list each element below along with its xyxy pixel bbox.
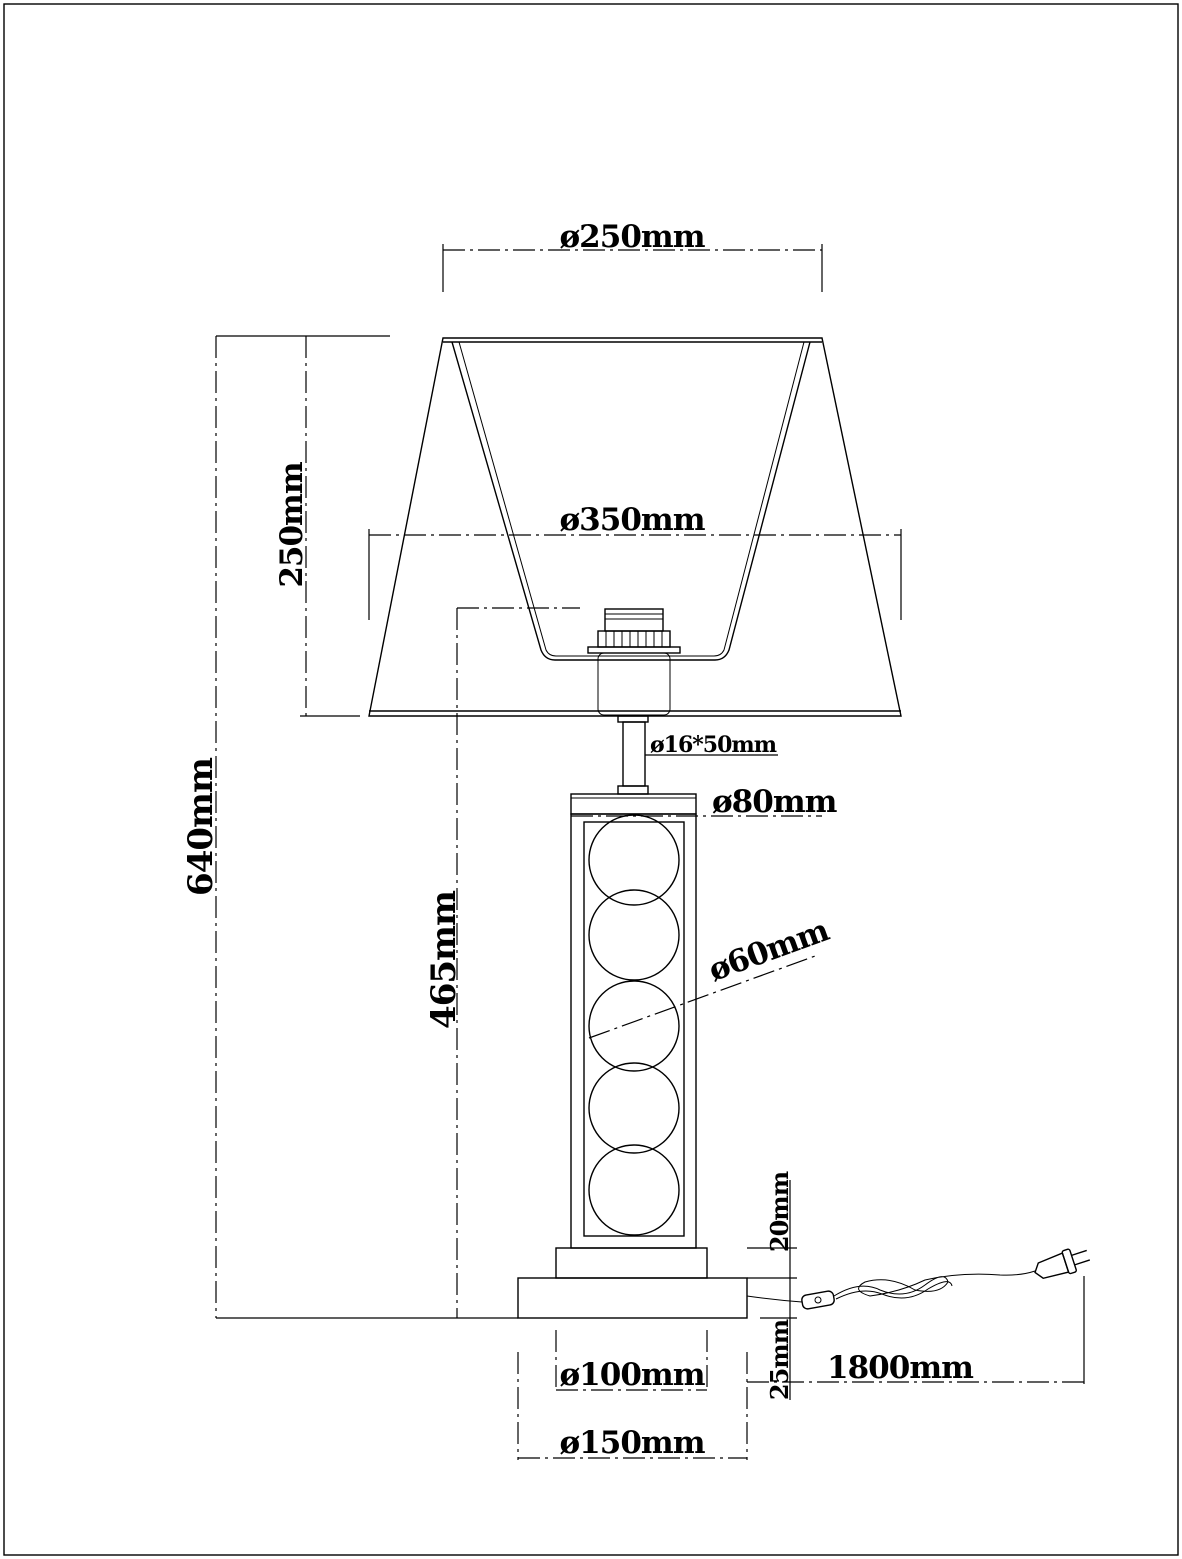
- dimension-tube: [645, 732, 778, 758]
- socket-flange: [588, 647, 680, 653]
- dimension-shade-height: [274, 336, 390, 716]
- column-window: [584, 822, 684, 1236]
- glass-ball-3: [589, 981, 679, 1071]
- plug: [1031, 1244, 1092, 1284]
- cable-wire: [747, 1296, 802, 1302]
- connector-tube: [618, 716, 648, 794]
- inline-switch: [801, 1290, 835, 1309]
- socket-cap: [605, 609, 663, 631]
- glass-ball-2: [589, 890, 679, 980]
- base-plate: [518, 1278, 747, 1318]
- dimension-shade-top: [443, 219, 822, 292]
- column-top-cap: [571, 794, 696, 814]
- label-column-diameter: ø80mm: [712, 784, 837, 820]
- label-plinth-height: 20mm: [765, 1171, 794, 1253]
- socket-ring: [598, 631, 670, 647]
- label-base-height: 25mm: [765, 1319, 794, 1401]
- lamp-column: [571, 794, 696, 1248]
- dimension-shade-bottom: [369, 502, 901, 620]
- cable-coil: [834, 1271, 1035, 1296]
- glass-ball-1: [589, 815, 679, 905]
- socket-body: [598, 653, 670, 715]
- label-shade-top-diameter: ø250mm: [559, 219, 705, 255]
- label-shade-bottom-diameter: ø350mm: [559, 502, 705, 538]
- label-base-diameter: ø150mm: [559, 1425, 705, 1461]
- power-cable: [747, 1244, 1092, 1310]
- dimension-ball: [589, 912, 834, 1038]
- lamp-socket: [588, 609, 680, 715]
- glass-ball-5: [589, 1145, 679, 1235]
- glass-ball-4: [589, 1063, 679, 1153]
- label-cable-length: 1800mm: [827, 1350, 973, 1386]
- shade-inner-frame: [452, 342, 810, 660]
- label-ball-diameter: ø60mm: [703, 912, 834, 989]
- label-total-height: 640mm: [181, 758, 221, 896]
- dimension-cable: [747, 1276, 1084, 1386]
- tube-body: [623, 722, 645, 786]
- lamp-base: [518, 1248, 747, 1318]
- label-tube: ø16*50mm: [650, 732, 776, 758]
- dimension-total-height: [181, 336, 518, 1318]
- label-plinth-diameter: ø100mm: [559, 1357, 705, 1393]
- plinth: [556, 1248, 707, 1278]
- label-shade-height: 250mm: [274, 462, 310, 588]
- dimension-plinth-diameter: [556, 1330, 707, 1393]
- label-body-height: 465mm: [424, 891, 464, 1029]
- dimension-body-height: [424, 608, 580, 1318]
- dimension-base-heights: [747, 1171, 797, 1400]
